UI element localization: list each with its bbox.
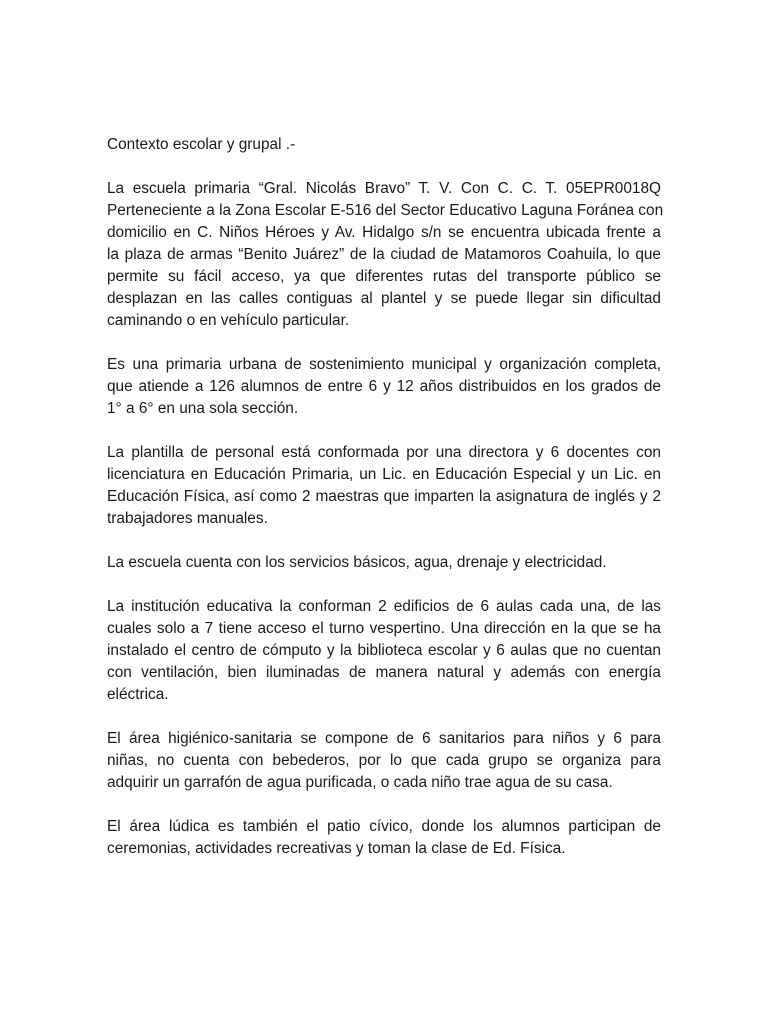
paragraph-line: trabajadores manuales. <box>107 510 268 527</box>
paragraph-line: caminando o en vehículo particular. <box>107 312 350 329</box>
paragraph-line: ceremonias, actividades recreativas y toman la clase de Ed. Física. <box>107 840 566 857</box>
paragraph-buildings <box>107 596 661 706</box>
paragraph-line: desplazan en las calles contiguas al plantel y se puede llegar sin dificultad <box>107 290 661 307</box>
paragraph-line: La institución educativa la conforman 2 edificios de 6 aulas cada una, de las <box>107 598 661 615</box>
paragraph-school-type <box>107 354 661 420</box>
paragraph-staff <box>107 442 661 530</box>
paragraph-line: Perteneciente a la Zona Escolar E-516 del Sector Educativo Laguna Foránea con <box>107 202 664 219</box>
paragraph-line: la plaza de armas “Benito Juárez” de la ciudad de Matamoros Coahuila, lo que <box>107 246 661 263</box>
paragraph-sanitary-area <box>107 728 661 794</box>
paragraph-line: El área higiénico-sanitaria se compone de 6 sanitarios para niños y 6 para <box>107 730 661 747</box>
paragraph-line: La plantilla de personal está conformada por una directora y 6 docentes con <box>107 444 661 461</box>
paragraph-line: niñas, no cuenta con bebederos, por lo que cada grupo se organiza para <box>107 752 661 769</box>
document-heading: Contexto escolar y grupal .- <box>107 136 296 153</box>
paragraph-line: cuales solo a 7 tiene acceso el turno vespertino. Una dirección en la que se ha <box>107 620 661 637</box>
paragraph-line: que atiende a 126 alumnos de entre 6 y 12 años distribuidos en los grados de <box>107 378 661 395</box>
paragraph-line: 1° a 6° en una sola sección. <box>107 400 299 417</box>
paragraph-school-location <box>107 178 664 332</box>
paragraph-line: Educación Física, así como 2 maestras que imparten la asignatura de inglés y 2 <box>107 488 661 505</box>
paragraph-line: La escuela primaria “Gral. Nicolás Bravo” T. V. Con C. C. T. 05EPR0018Q <box>107 180 661 197</box>
paragraph-line: eléctrica. <box>107 686 169 703</box>
document-body <box>107 134 664 860</box>
paragraph-line: con ventilación, bien iluminadas de manera natural y además con energía <box>107 664 661 681</box>
paragraph-recreation-area <box>107 816 661 860</box>
paragraph-line: permite su fácil acceso, ya que diferentes rutas del transporte público se <box>107 268 661 285</box>
paragraph-services <box>107 552 661 574</box>
paragraph-line: El área lúdica es también el patio cívico, donde los alumnos participan de <box>107 818 661 835</box>
paragraph-line: adquirir un garrafón de agua purificada, o cada niño trae agua de su casa. <box>107 774 613 791</box>
paragraph-line: domicilio en C. Niños Héroes y Av. Hidalgo s/n se encuentra ubicada frente a <box>107 224 661 241</box>
paragraph-line: licenciatura en Educación Primaria, un Lic. en Educación Especial y un Lic. en <box>107 466 661 483</box>
paragraph-line: instalado el centro de cómputo y la biblioteca escolar y 6 aulas que no cuentan <box>107 642 661 659</box>
paragraph-line: La escuela cuenta con los servicios básicos, agua, drenaje y electricidad. <box>107 554 607 571</box>
paragraph-line: Es una primaria urbana de sostenimiento municipal y organización completa, <box>107 356 661 373</box>
